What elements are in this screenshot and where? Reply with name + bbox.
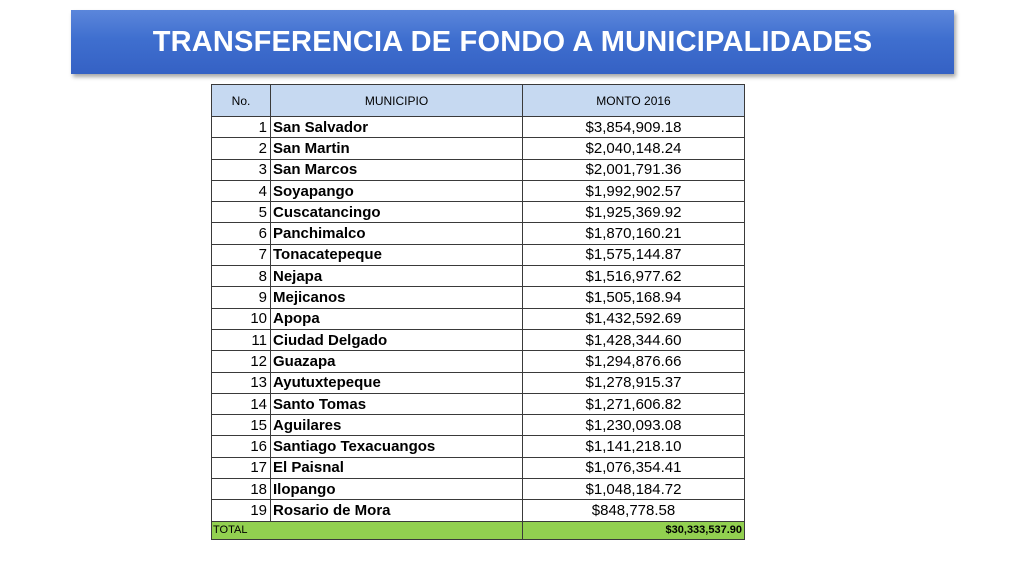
table-row [212,457,745,478]
table-row [212,351,745,372]
table-row [212,202,745,223]
municipio-name: Aguilares [271,415,523,436]
municipio-name: Nejapa [271,266,523,287]
row-number: 1 [212,117,271,138]
row-number: 15 [212,415,271,436]
header-no: No. [212,85,271,117]
monto-amount: $1,230,093.08 [523,415,745,436]
table-row [212,138,745,159]
table-row [212,117,745,138]
table-row [212,287,745,308]
table-row [212,308,745,329]
monto-amount: $1,141,218.10 [523,436,745,457]
table-row [212,372,745,393]
row-number: 12 [212,351,271,372]
total-row [212,521,745,539]
row-number: 14 [212,393,271,414]
monto-amount: $2,001,791.36 [523,159,745,180]
row-number: 16 [212,436,271,457]
row-number: 11 [212,329,271,350]
table-row [212,393,745,414]
row-number: 3 [212,159,271,180]
municipio-name: San Marcos [271,159,523,180]
municipio-name: Panchimalco [271,223,523,244]
municipio-name: Santiago Texacuangos [271,436,523,457]
municipio-name: Soyapango [271,180,523,201]
header-municipio: MUNICIPIO [271,85,523,117]
row-number: 7 [212,244,271,265]
table-row [212,223,745,244]
table-row [212,415,745,436]
row-number: 18 [212,479,271,500]
header-monto: MONTO 2016 [523,85,745,117]
transfer-table [211,84,745,540]
monto-amount: $1,870,160.21 [523,223,745,244]
municipio-name: Tonacatepeque [271,244,523,265]
monto-amount: $1,428,344.60 [523,329,745,350]
municipio-name: Cuscatancingo [271,202,523,223]
table-row [212,244,745,265]
table-row [212,266,745,287]
monto-amount: $1,925,369.92 [523,202,745,223]
row-number: 19 [212,500,271,521]
municipio-name: Guazapa [271,351,523,372]
table-row [212,329,745,350]
municipio-name: Mejicanos [271,287,523,308]
monto-amount: $1,271,606.82 [523,393,745,414]
monto-amount: $3,854,909.18 [523,117,745,138]
monto-amount: $1,294,876.66 [523,351,745,372]
row-number: 13 [212,372,271,393]
monto-amount: $1,278,915.37 [523,372,745,393]
monto-amount: $1,076,354.41 [523,457,745,478]
row-number: 2 [212,138,271,159]
page-title: TRANSFERENCIA DE FONDO A MUNICIPALIDADES [152,25,873,58]
row-number: 8 [212,266,271,287]
row-number: 6 [212,223,271,244]
table-row [212,180,745,201]
header-row [212,85,745,117]
monto-amount: $1,505,168.94 [523,287,745,308]
municipio-name: Ciudad Delgado [271,329,523,350]
municipio-name: Ayutuxtepeque [271,372,523,393]
total-amount: $30,333,537.90 [523,521,745,539]
municipio-name: El Paisnal [271,457,523,478]
row-number: 9 [212,287,271,308]
monto-amount: $1,992,902.57 [523,180,745,201]
monto-amount: $1,516,977.62 [523,266,745,287]
title-banner [71,10,954,74]
monto-amount: $1,432,592.69 [523,308,745,329]
row-number: 10 [212,308,271,329]
municipio-name: Rosario de Mora [271,500,523,521]
row-number: 5 [212,202,271,223]
municipio-name: Ilopango [271,479,523,500]
municipio-name: Apopa [271,308,523,329]
table-row [212,500,745,521]
monto-amount: $2,040,148.24 [523,138,745,159]
municipio-name: Santo Tomas [271,393,523,414]
total-label: TOTAL [212,521,523,539]
municipio-name: San Martin [271,138,523,159]
monto-amount: $1,048,184.72 [523,479,745,500]
row-number: 4 [212,180,271,201]
row-number: 17 [212,457,271,478]
monto-amount: $848,778.58 [523,500,745,521]
table-row [212,159,745,180]
municipio-name: San Salvador [271,117,523,138]
monto-amount: $1,575,144.87 [523,244,745,265]
table-row [212,436,745,457]
table-row [212,479,745,500]
